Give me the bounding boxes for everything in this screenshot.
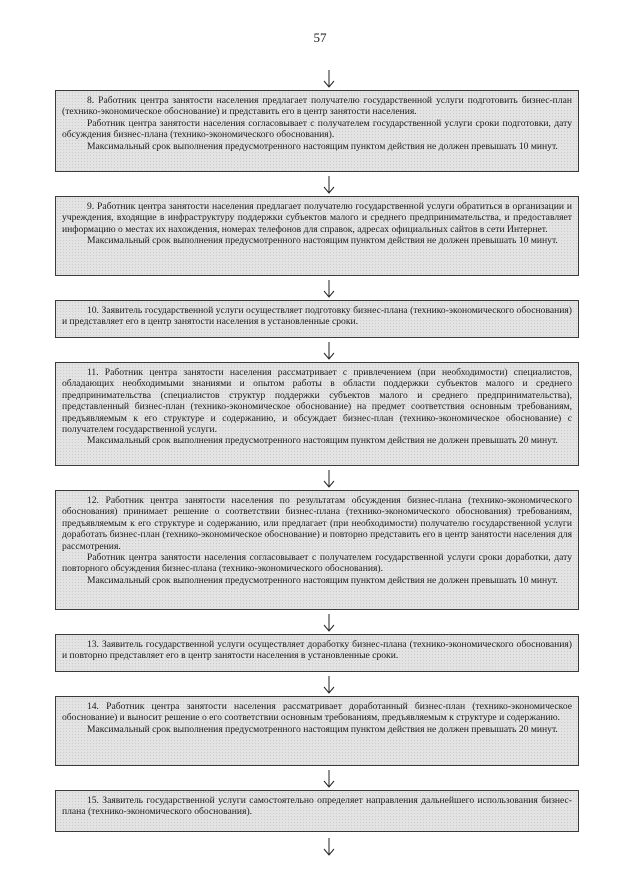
flow-arrow-down-icon — [322, 470, 336, 488]
step-paragraph: 12. Работник центра занятости населения по результатам обсуждения бизнес-плана (технико-экономического обоснования) принимает решение о соответствии бизнес-плана (технико-экономического обоснования) требованиям, предъявляемым к его структуре и содержанию, или предлагает (при необходимости) получателю государственной услуги доработать бизнес-план (технико-экономическое обоснование) и повторно представить его в центр занятости населения для рассмотрения. — [62, 495, 572, 552]
step-box-10 — [55, 300, 579, 338]
flow-arrow-down-icon — [322, 614, 336, 632]
step-paragraph: 15. Заявитель государственной услуги самостоятельно определяет направления дальнейшего использования бизнес-плана (технико-экономического обоснования). — [62, 795, 572, 818]
step-paragraph: 11. Работник центра занятости населения рассматривает с привлечением (при необходимости) специалистов, обладающих необходимыми знаниями и опытом работы в области поддержки субъектов малого и среднего предпринимательства (специалистов структур поддержки субъектов малого и среднего предпринимательства), представленный бизнес-план (технико-экономическое обоснование) на предмет соответствия основным требованиям, предъявляемым к его структуре и содержанию, и обсуждает бизнес-план (технико-экономическое обоснование) с получателем государственной услуги. — [62, 367, 572, 436]
step-paragraph: 9. Работник центра занятости населения предлагает получателю государственной услуги обратиться в организации и учреждения, входящие в инфраструктуру поддержки субъектов малого и среднего предпринимательства, и предоставляет информацию о местах их нахождения, номерах телефонов для справок, адресах официальных сайтов в сети Интернет. — [62, 201, 572, 235]
step-paragraph: Максимальный срок выполнения предусмотренного настоящим пунктом действия не должен превышать 10 минут. — [86, 574, 558, 586]
step-box-12 — [55, 490, 579, 610]
step-box-14 — [55, 696, 579, 766]
step-box-9 — [55, 196, 579, 276]
step-paragraph: Работник центра занятости населения согласовывает с получателем государственной услуги сроки подготовки, дату обсуждения бизнес-плана (технико-экономического обоснования). — [62, 117, 572, 141]
flow-arrow-down-icon — [322, 838, 336, 856]
step-box-11 — [55, 362, 579, 466]
step-paragraph: Максимальный срок выполнения предусмотренного настоящим пунктом действия не должен превышать 10 минут. — [86, 140, 558, 152]
step-box-15 — [55, 790, 579, 832]
flow-arrow-down-icon — [322, 280, 336, 298]
step-paragraph: 10. Заявитель государственной услуги осуществляет подготовку бизнес-плана (технико-экономического обоснования) и представляет его в центр занятости населения в установленные сроки. — [62, 305, 572, 328]
flow-arrow-down-icon — [322, 342, 336, 360]
step-paragraph: 14. Работник центра занятости населения рассматривает доработанный бизнес-план (технико-экономическое обоснование) и выносит решение о его соответствии основным требованиям, предъявляемым к структуре и содержанию. — [62, 701, 572, 724]
step-paragraph: Максимальный срок выполнения предусмотренного настоящим пунктом действия не должен превышать 10 минут. — [86, 235, 558, 247]
page-number: 57 — [313, 30, 327, 45]
step-box-8 — [55, 90, 579, 172]
step-paragraph: 13. Заявитель государственной услуги осуществляет доработку бизнес-плана (технико-экономического обоснования) и повторно представляет его в центр занятости населения в установленные сроки. — [62, 639, 572, 662]
flow-arrow-down-icon — [322, 676, 336, 694]
step-box-13 — [55, 634, 579, 672]
step-paragraph: Максимальный срок выполнения предусмотренного настоящим пунктом действия не должен превышать 20 минут. — [86, 435, 558, 447]
step-paragraph: 8. Работник центра занятости населения предлагает получателю государственной услуги подготовить бизнес-план (технико-экономическое обоснование) и представить его в центр занятости населения. — [62, 95, 572, 118]
step-paragraph: Максимальный срок выполнения предусмотренного настоящим пунктом действия не должен превышать 20 минут. — [86, 723, 558, 735]
flow-arrow-down-icon — [322, 176, 336, 194]
flow-arrow-down-icon — [322, 70, 336, 88]
flow-arrow-down-icon — [322, 770, 336, 788]
step-paragraph: Работник центра занятости населения согласовывает с получателем государственной услуги сроки доработки, дату повторного обсуждения бизнес-плана (технико-экономического обоснования). — [62, 552, 572, 575]
